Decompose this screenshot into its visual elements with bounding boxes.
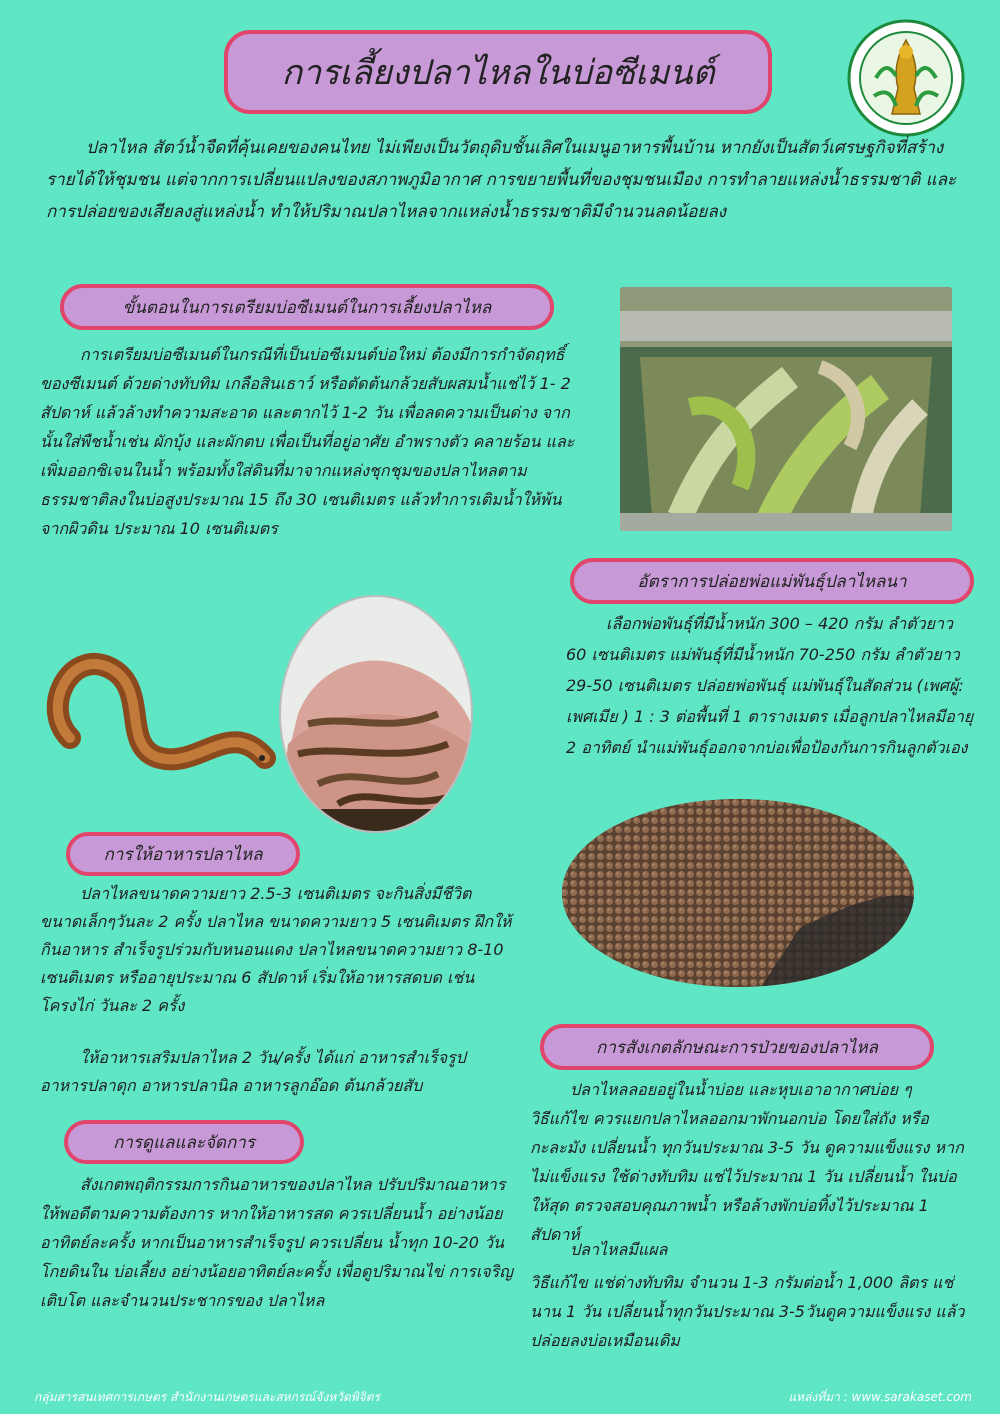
intro-paragraph: ปลาไหล สัตว์น้ำจืดที่คุ้นเคยของคนไทย ไม่เพียงเป็นวัตถุดิบชั้นเลิศในเมนูอาหารพื้นบ้าน หากยังเป็นสัตว์เศรษฐกิจที่สร้างรายได้ให้ชุมชน แต่จากการเปลี่ยนแปลงของสภาพภูมิอากาศ การขยายพื้นที่ของชุมชนเมือง การทำลายแหล่งน้ำธรรมชาติ และการปล่อยของเสียลงสู่แหล่งน้ำ ทำให้ปริมาณปลาไหลจากแหล่งน้ำธรรมชาติมีจำนวนลดน้อยลง [46,138,957,222]
section-care-body: สังเกตพฤติกรรมการกินอาหารของปลาไหล ปรับปริมาณอาหารให้พอดีตามความต้องการ หากให้อาหารสด ควรเปลี่ยนน้ำ อย่างน้อยอาทิตย์ละครั้ง หากเป็นอาหารสำเร็จรูป ควรเปลี่ยน น้ำทุก 10-20 วัน โกยดินใน บ่อเลี้ยง อย่างน้อยอาทิตย์ละครั้ง เพื่อดูปริมาณไข่ การเจริญ เติบโต และจำนวนประชากรของ ปลาไหล [40,1175,513,1310]
section-disease-body3: ปลาไหลมีแผล [570,1240,668,1259]
section-stocking-heading-text: อัตราการปล่อยพ่อแม่พันธุ์ปลาไหลนา [637,571,907,592]
section-disease-heading-text: การสังเกตลักษณะการป่วยของปลาไหล [596,1037,878,1058]
section-care-heading-text: การดูแลและจัดการ [113,1132,255,1153]
ministry-seal-icon [846,18,966,138]
section-feeding-body1: ปลาไหลขนาดความยาว 2.5-3 เซนติเมตร จะกินสิ่งมีชีวิตขนาดเล็กๆวันละ 2 ครั้ง ปลาไหล ขนาดความยาว 5 เซนติเมตร ฝึกให้กินอาหาร สำเร็จรูปร่วมกับหนอนแดง ปลาไหลขนาดความยาว 8-10 เซนติเมตร หรืออายุประมาณ 6 สัปดาห์ เริ่มให้อาหารสดบด เช่น โครงไก่ วันละ 2 ครั้ง [40,884,512,1015]
section-feeding-body2: ให้อาหารเสริมปลาไหล 2 วัน/ครั้ง ได้แก่ อาหารสำเร็จรูป อาหารปลาดุก อาหารปลานิล อาหารลูกอ๊อด ต้นกล้วยสับ [40,1048,466,1095]
eel-photo [30,608,280,804]
footer-left: กลุ่มสารสนเทศการเกษตร สำนักงานเกษตรและสหกรณ์จังหวัดพิจิตร [34,1390,380,1404]
footer-source: แหล่งที่มา : www.sarakaset.com [788,1390,972,1404]
section-care-heading [64,1120,304,1164]
section-disease-heading [540,1024,934,1070]
section-prep-body: การเตรียมบ่อซีเมนต์ในกรณีที่เป็นบ่อซีเมนต์บ่อใหม่ ต้องมีการกำจัดฤทธิ์ของซีเมนต์ ด้วยด่างทับทิม เกลือสินเธาว์ หรือตัดต้นกล้วยสับผสมน้ำแช่ไว้ 1- 2 สัปดาห์ แล้วล้างทำความสะอาด และตากไว้ 1-2 วัน เพื่อลดความเป็นด่าง จากนั้นใส่พืชน้ำเช่น ผักบุ้ง และผักตบ เพื่อเป็นที่อยู่อาศัย อำพรางตัว คลายร้อน และเพิ่มออกซิเจนในน้ำ พร้อมทั้งใส่ดินที่มาจากแหล่งชุกชุมของปลาไหลตามธรรมชาติลงในบ่อสูงประมาณ 15 ถึง 30 เซนติเมตร แล้วทำการเติมน้ำให้พ้นจากผิวดิน ประมาณ 10 เซนติเมตร [40,345,575,538]
title-banner [224,30,772,114]
section-stocking-body: เลือกพ่อพันธุ์ที่มีน้ำหนัก 300 – 420 กรัม ลำตัวยาว 60 เซนติเมตร แม่พันธุ์ที่มีน้ำหนัก 70-250 กรัม ลำตัวยาว 29-50 เซนติเมตร ปล่อยพ่อพันธุ์ แม่พันธุ์ในสัดส่วน (เพศผู้: เพศเมีย ) 1 : 3 ต่อพื้นที่ 1 ตารางเมตร เมื่อลูกปลาไหลมีอายุ 2 อาทิตย์ นำแม่พันธุ์ออกจากบ่อเพื่อป้องกันการกินลูกตัวเอง [566,614,974,757]
fish-feed-pellets-photo [560,798,916,988]
hands-eels-photo [278,594,474,834]
section-disease-body2: วิธีแก้ไข ควรแยกปลาไหลออกมาพักนอกบ่อ โดยใส่ถัง หรือกะละมัง เปลี่ยนน้ำ ทุกวันประมาณ 3-5 วัน ดูความแข็งแรง หากไม่แข็งแรง ใช้ด่างทับทิม แช่ไว้ประมาณ 1 วัน เปลี่ยนน้ำ ในบ่อให้สุด ตรวจสอบคุณภาพน้ำ หรือล้างพักบ่อทิ้งไว้ประมาณ 1 สัปดาห์ [530,1109,964,1244]
section-feeding-heading [66,832,300,876]
section-stocking-heading [570,558,974,604]
section-disease-body1: ปลาไหลลอยอยู่ในน้ำบ่อย และหุบเอาอากาศบ่อย ๆ [570,1080,912,1099]
section-prep-heading-text: ขั้นตอนในการเตรียมบ่อซีเมนต์ในการเลี้ยงปลาไหล [122,297,492,318]
page-title: การเลี้ยงปลาไหลในบ่อซีเมนต์ [281,53,715,93]
section-prep-heading [60,284,554,330]
cement-pond-photo [620,287,952,531]
section-disease-body4: วิธีแก้ไข แช่ด่างทับทิม จำนวน 1-3 กรัมต่อน้ำ 1,000 ลิตร แช่นาน 1 วัน เปลี่ยนน้ำทุกวันประมาณ 3-5วันดูความแข็งแรง แล้วปล่อยลงบ่อเหมือนเดิม [530,1273,965,1350]
section-feeding-heading-text: การให้อาหารปลาไหล [103,844,263,865]
